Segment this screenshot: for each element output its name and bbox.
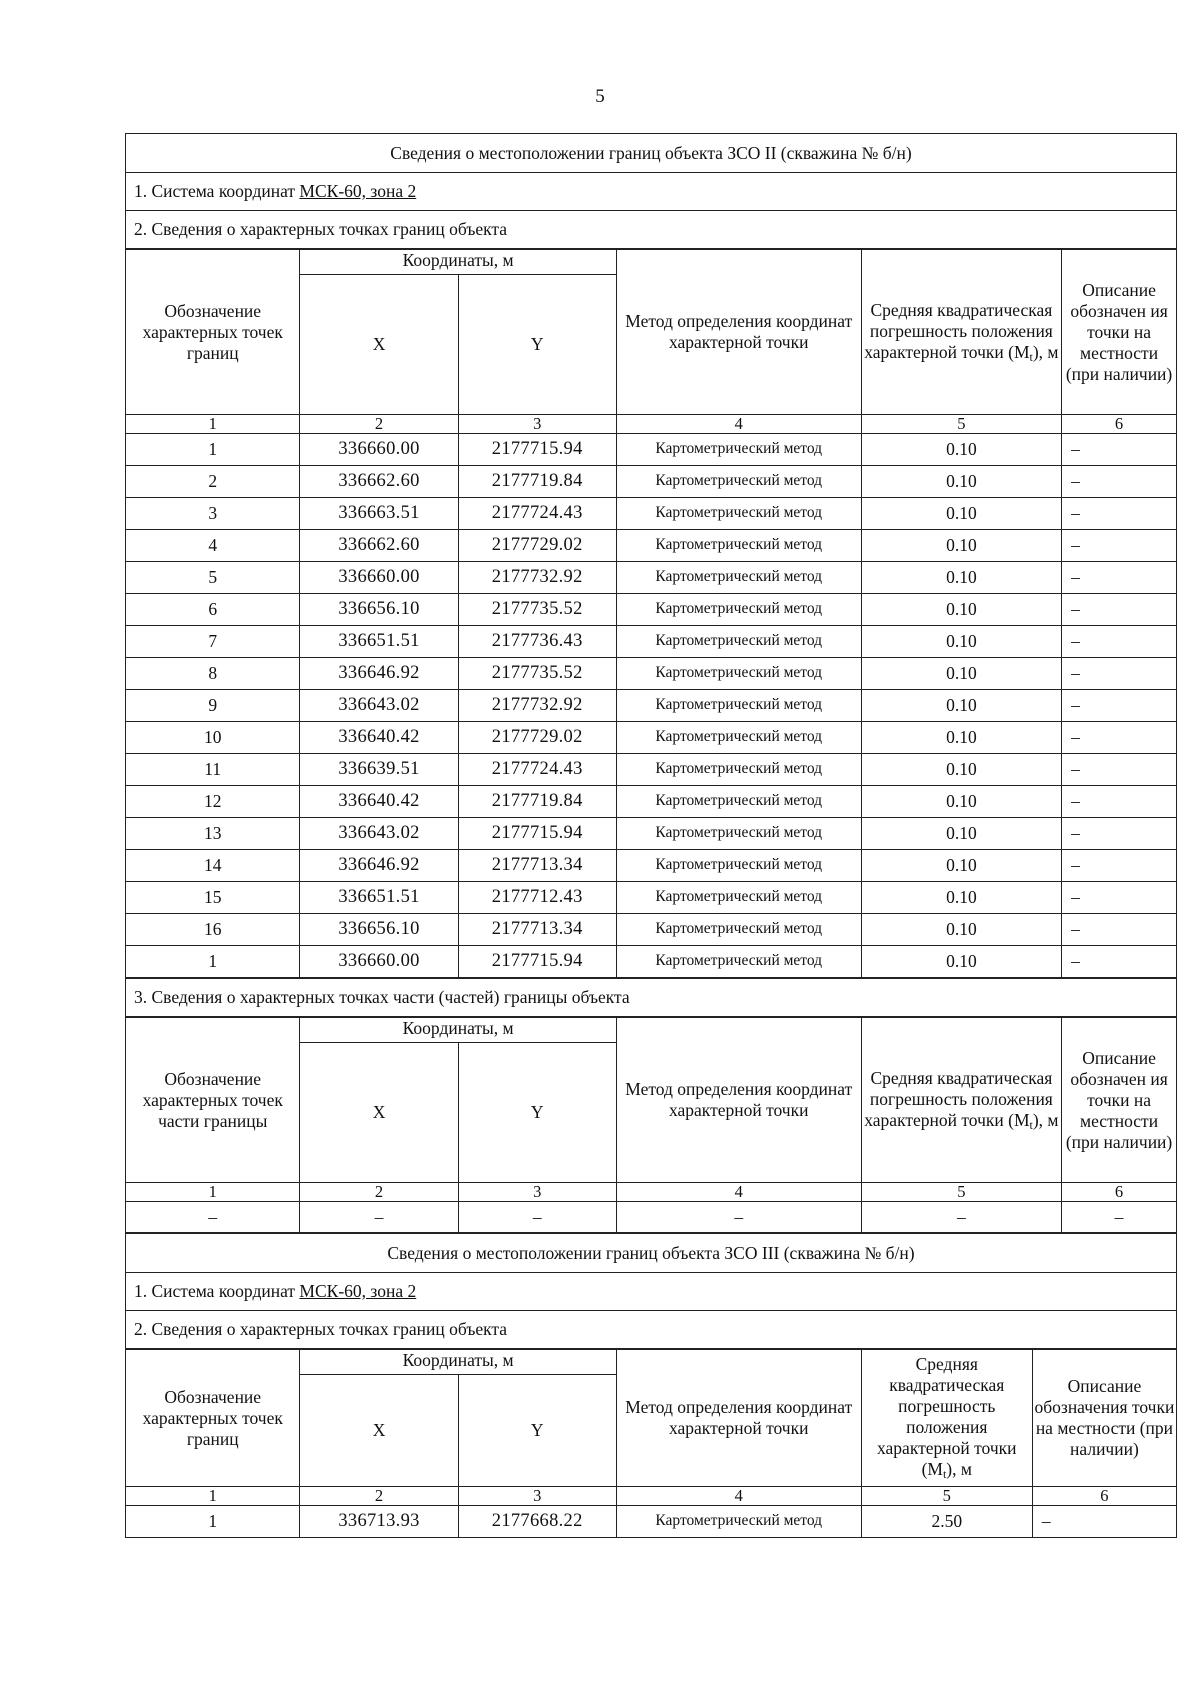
header-designation: Обозначение характерных точек границ [126,250,300,415]
y-coordinate-cell: 2177735.52 [458,658,616,690]
method-cell: Картометрический метод [616,466,861,498]
column-number: 2 [300,1183,458,1202]
header-error: Средняя квадратическая погрешность положения характерной точки $(M_t)$, м [861,250,1061,415]
parts-header-error: Средняя квадратическая погрешность положения характерной точки $(M_t)$, м [861,1018,1061,1183]
column-number: 6 [1032,1487,1176,1506]
zso2-title: Сведения о местоположении границ объекта ЗСО II (скважина № б/н) [126,134,1177,173]
description-cell: – [1062,850,1177,882]
zso3-points-table [125,1349,1177,1538]
header-description: Описание обозначен ия точки на местности (при наличии) [1062,250,1177,415]
point-id-cell: 8 [126,658,300,690]
point-id-cell: 13 [126,818,300,850]
description-cell: – [1062,658,1177,690]
point-id-cell: 7 [126,626,300,658]
description-cell: – [1032,1506,1176,1538]
parts-header-description: Описание обозначен ия точки на местности (при наличии) [1062,1018,1177,1183]
table-row [126,818,1177,850]
header-designation: Обозначение характерных точек границ [126,1350,300,1487]
y-coordinate-cell: 2177724.43 [458,498,616,530]
y-coordinate-cell: 2177719.84 [458,786,616,818]
description-cell: – [1062,626,1177,658]
zso2-parts-heading-table [125,978,1177,1017]
column-number: 3 [458,1487,616,1506]
table-row [126,594,1177,626]
column-number: 6 [1062,415,1177,434]
parts-header-designation: Обозначение характерных точек части границы [126,1018,300,1183]
method-cell: Картометрический метод [616,1506,861,1538]
column-number: 5 [861,415,1061,434]
x-coordinate-cell: 336643.02 [300,690,458,722]
point-id-cell: 1 [126,434,300,466]
column-number: 4 [616,1487,861,1506]
point-id-cell: 11 [126,754,300,786]
method-cell: Картометрический метод [616,818,861,850]
zso2-coord-system [126,173,1177,211]
mean-error-cell: 0.10 [861,914,1061,946]
zso2-header-table [125,133,1177,249]
table-cell: – [861,1202,1061,1233]
table-row [126,754,1177,786]
mean-error-cell: 0.10 [861,658,1061,690]
mean-error-cell: 0.10 [861,946,1061,978]
method-cell: Картометрический метод [616,882,861,914]
point-id-cell: 6 [126,594,300,626]
y-coordinate-cell: 2177715.94 [458,946,616,978]
table-cell: – [1062,1202,1177,1233]
zso3-header-table [125,1233,1177,1349]
point-id-cell: 4 [126,530,300,562]
y-coordinate-cell: 2177732.92 [458,690,616,722]
method-cell: Картометрический метод [616,914,861,946]
point-id-cell: 1 [126,1506,300,1538]
parts-column-numbers-row [126,1183,1177,1202]
parts-empty-row [126,1202,1177,1233]
table-row [126,658,1177,690]
y-coordinate-cell: 2177715.94 [458,818,616,850]
point-id-cell: 14 [126,850,300,882]
coord-system-value: МСК-60, зона 2 [299,181,417,201]
description-cell: – [1062,562,1177,594]
mean-error-cell: 2.50 [861,1506,1032,1538]
point-id-cell: 3 [126,498,300,530]
coord-system-label: 1. Система координат [134,1281,300,1301]
x-coordinate-cell: 336662.60 [300,530,458,562]
x-coordinate-cell: 336713.93 [300,1506,458,1538]
y-coordinate-cell: 2177668.22 [458,1506,616,1538]
method-cell: Картометрический метод [616,594,861,626]
x-coordinate-cell: 336656.10 [300,594,458,626]
header-y: Y [458,275,616,415]
mean-error-cell: 0.10 [861,562,1061,594]
x-coordinate-cell: 336640.42 [300,786,458,818]
zso2-parts-table [125,1017,1177,1233]
y-coordinate-cell: 2177719.84 [458,466,616,498]
y-coordinate-cell: 2177712.43 [458,882,616,914]
zso2-rows [126,434,1177,978]
point-id-cell: 15 [126,882,300,914]
column-number: 1 [126,1183,300,1202]
x-coordinate-cell: 336651.51 [300,626,458,658]
coord-system-value: МСК-60, зона 2 [299,1281,417,1301]
header-method: Метод определения координат характерной точки [616,250,861,415]
page-number: 5 [595,86,605,107]
table-row [126,530,1177,562]
table-cell: – [126,1202,300,1233]
description-cell: – [1062,914,1177,946]
column-number: 5 [861,1183,1061,1202]
point-id-cell: 9 [126,690,300,722]
table-row [126,690,1177,722]
zso3-points-heading: 2. Сведения о характерных точках границ объекта [126,1311,1177,1349]
point-id-cell: 10 [126,722,300,754]
header-coordinates: Координаты, м [300,1350,616,1375]
description-cell: – [1062,530,1177,562]
mean-error-cell: 0.10 [861,754,1061,786]
description-cell: – [1062,722,1177,754]
header-y: Y [458,1375,616,1487]
zso2-points-heading: 2. Сведения о характерных точках границ объекта [126,211,1177,249]
parts-header-x: X [300,1043,458,1183]
table-row [126,434,1177,466]
column-number: 2 [300,1487,458,1506]
column-number: 2 [300,415,458,434]
column-number: 5 [861,1487,1032,1506]
y-coordinate-cell: 2177713.34 [458,850,616,882]
mean-error-cell: 0.10 [861,498,1061,530]
method-cell: Картометрический метод [616,434,861,466]
table-cell: – [616,1202,861,1233]
y-coordinate-cell: 2177715.94 [458,434,616,466]
document-sheet [125,133,1177,1538]
method-cell: Картометрический метод [616,690,861,722]
method-cell: Картометрический метод [616,562,861,594]
zso3-coord-system [126,1273,1177,1311]
header-method: Метод определения координат характерной точки [616,1350,861,1487]
method-cell: Картометрический метод [616,530,861,562]
method-cell: Картометрический метод [616,786,861,818]
description-cell: – [1062,498,1177,530]
zso2-parts-heading: 3. Сведения о характерных точках части (частей) границы объекта [126,979,1177,1017]
table-row [126,914,1177,946]
description-cell: – [1062,434,1177,466]
table-row [126,498,1177,530]
header-coordinates: Координаты, м [300,250,616,275]
x-coordinate-cell: 336639.51 [300,754,458,786]
column-numbers-row [126,415,1177,434]
header-x: X [300,275,458,415]
method-cell: Картометрический метод [616,722,861,754]
table-row [126,786,1177,818]
point-id-cell: 5 [126,562,300,594]
x-coordinate-cell: 336660.00 [300,434,458,466]
mean-error-cell: 0.10 [861,818,1061,850]
y-coordinate-cell: 2177729.02 [458,530,616,562]
x-coordinate-cell: 336651.51 [300,882,458,914]
x-coordinate-cell: 336646.92 [300,850,458,882]
table-row [126,946,1177,978]
y-coordinate-cell: 2177735.52 [458,594,616,626]
header-error: Средняя квадратическая погрешность положения характерной точки $(M_t)$, м [861,1350,1032,1487]
column-number: 1 [126,415,300,434]
table-cell: – [458,1202,616,1233]
mean-error-cell: 0.10 [861,434,1061,466]
parts-header-method: Метод определения координат характерной точки [616,1018,861,1183]
mean-error-cell: 0.10 [861,594,1061,626]
header-x: X [300,1375,458,1487]
point-id-cell: 16 [126,914,300,946]
column-number: 4 [616,1183,861,1202]
y-coordinate-cell: 2177736.43 [458,626,616,658]
mean-error-cell: 0.10 [861,626,1061,658]
zso3-title: Сведения о местоположении границ объекта ЗСО III (скважина № б/н) [126,1234,1177,1273]
header-description: Описание обозначения точки на местности (при наличии) [1032,1350,1176,1487]
x-coordinate-cell: 336646.92 [300,658,458,690]
method-cell: Картометрический метод [616,498,861,530]
description-cell: – [1062,946,1177,978]
x-coordinate-cell: 336643.02 [300,818,458,850]
mean-error-cell: 0.10 [861,530,1061,562]
point-id-cell: 2 [126,466,300,498]
mean-error-cell: 0.10 [861,690,1061,722]
method-cell: Картометрический метод [616,754,861,786]
description-cell: – [1062,882,1177,914]
column-number: 6 [1062,1183,1177,1202]
table-row [126,626,1177,658]
table-row [126,882,1177,914]
x-coordinate-cell: 336656.10 [300,914,458,946]
zso3-rows [126,1506,1177,1538]
description-cell: – [1062,594,1177,626]
table-row [126,562,1177,594]
table-row [126,850,1177,882]
mean-error-cell: 0.10 [861,850,1061,882]
mean-error-cell: 0.10 [861,882,1061,914]
x-coordinate-cell: 336660.00 [300,946,458,978]
column-number: 1 [126,1487,300,1506]
table-row [126,722,1177,754]
x-coordinate-cell: 336660.00 [300,562,458,594]
description-cell: – [1062,818,1177,850]
description-cell: – [1062,690,1177,722]
parts-header-coordinates: Координаты, м [300,1018,616,1043]
mean-error-cell: 0.10 [861,722,1061,754]
y-coordinate-cell: 2177732.92 [458,562,616,594]
point-id-cell: 12 [126,786,300,818]
x-coordinate-cell: 336662.60 [300,466,458,498]
column-number: 3 [458,415,616,434]
table-cell: – [300,1202,458,1233]
description-cell: – [1062,754,1177,786]
column-number: 4 [616,415,861,434]
description-cell: – [1062,466,1177,498]
mean-error-cell: 0.10 [861,466,1061,498]
zso2-points-table [125,249,1177,978]
point-id-cell: 1 [126,946,300,978]
y-coordinate-cell: 2177724.43 [458,754,616,786]
column-numbers-row [126,1487,1177,1506]
table-row [126,466,1177,498]
table-row [126,1506,1177,1538]
method-cell: Картометрический метод [616,626,861,658]
method-cell: Картометрический метод [616,658,861,690]
x-coordinate-cell: 336640.42 [300,722,458,754]
method-cell: Картометрический метод [616,946,861,978]
description-cell: – [1062,786,1177,818]
y-coordinate-cell: 2177729.02 [458,722,616,754]
mean-error-cell: 0.10 [861,786,1061,818]
coord-system-label: 1. Система координат [134,181,300,201]
x-coordinate-cell: 336663.51 [300,498,458,530]
y-coordinate-cell: 2177713.34 [458,914,616,946]
column-number: 3 [458,1183,616,1202]
parts-header-y: Y [458,1043,616,1183]
method-cell: Картометрический метод [616,850,861,882]
